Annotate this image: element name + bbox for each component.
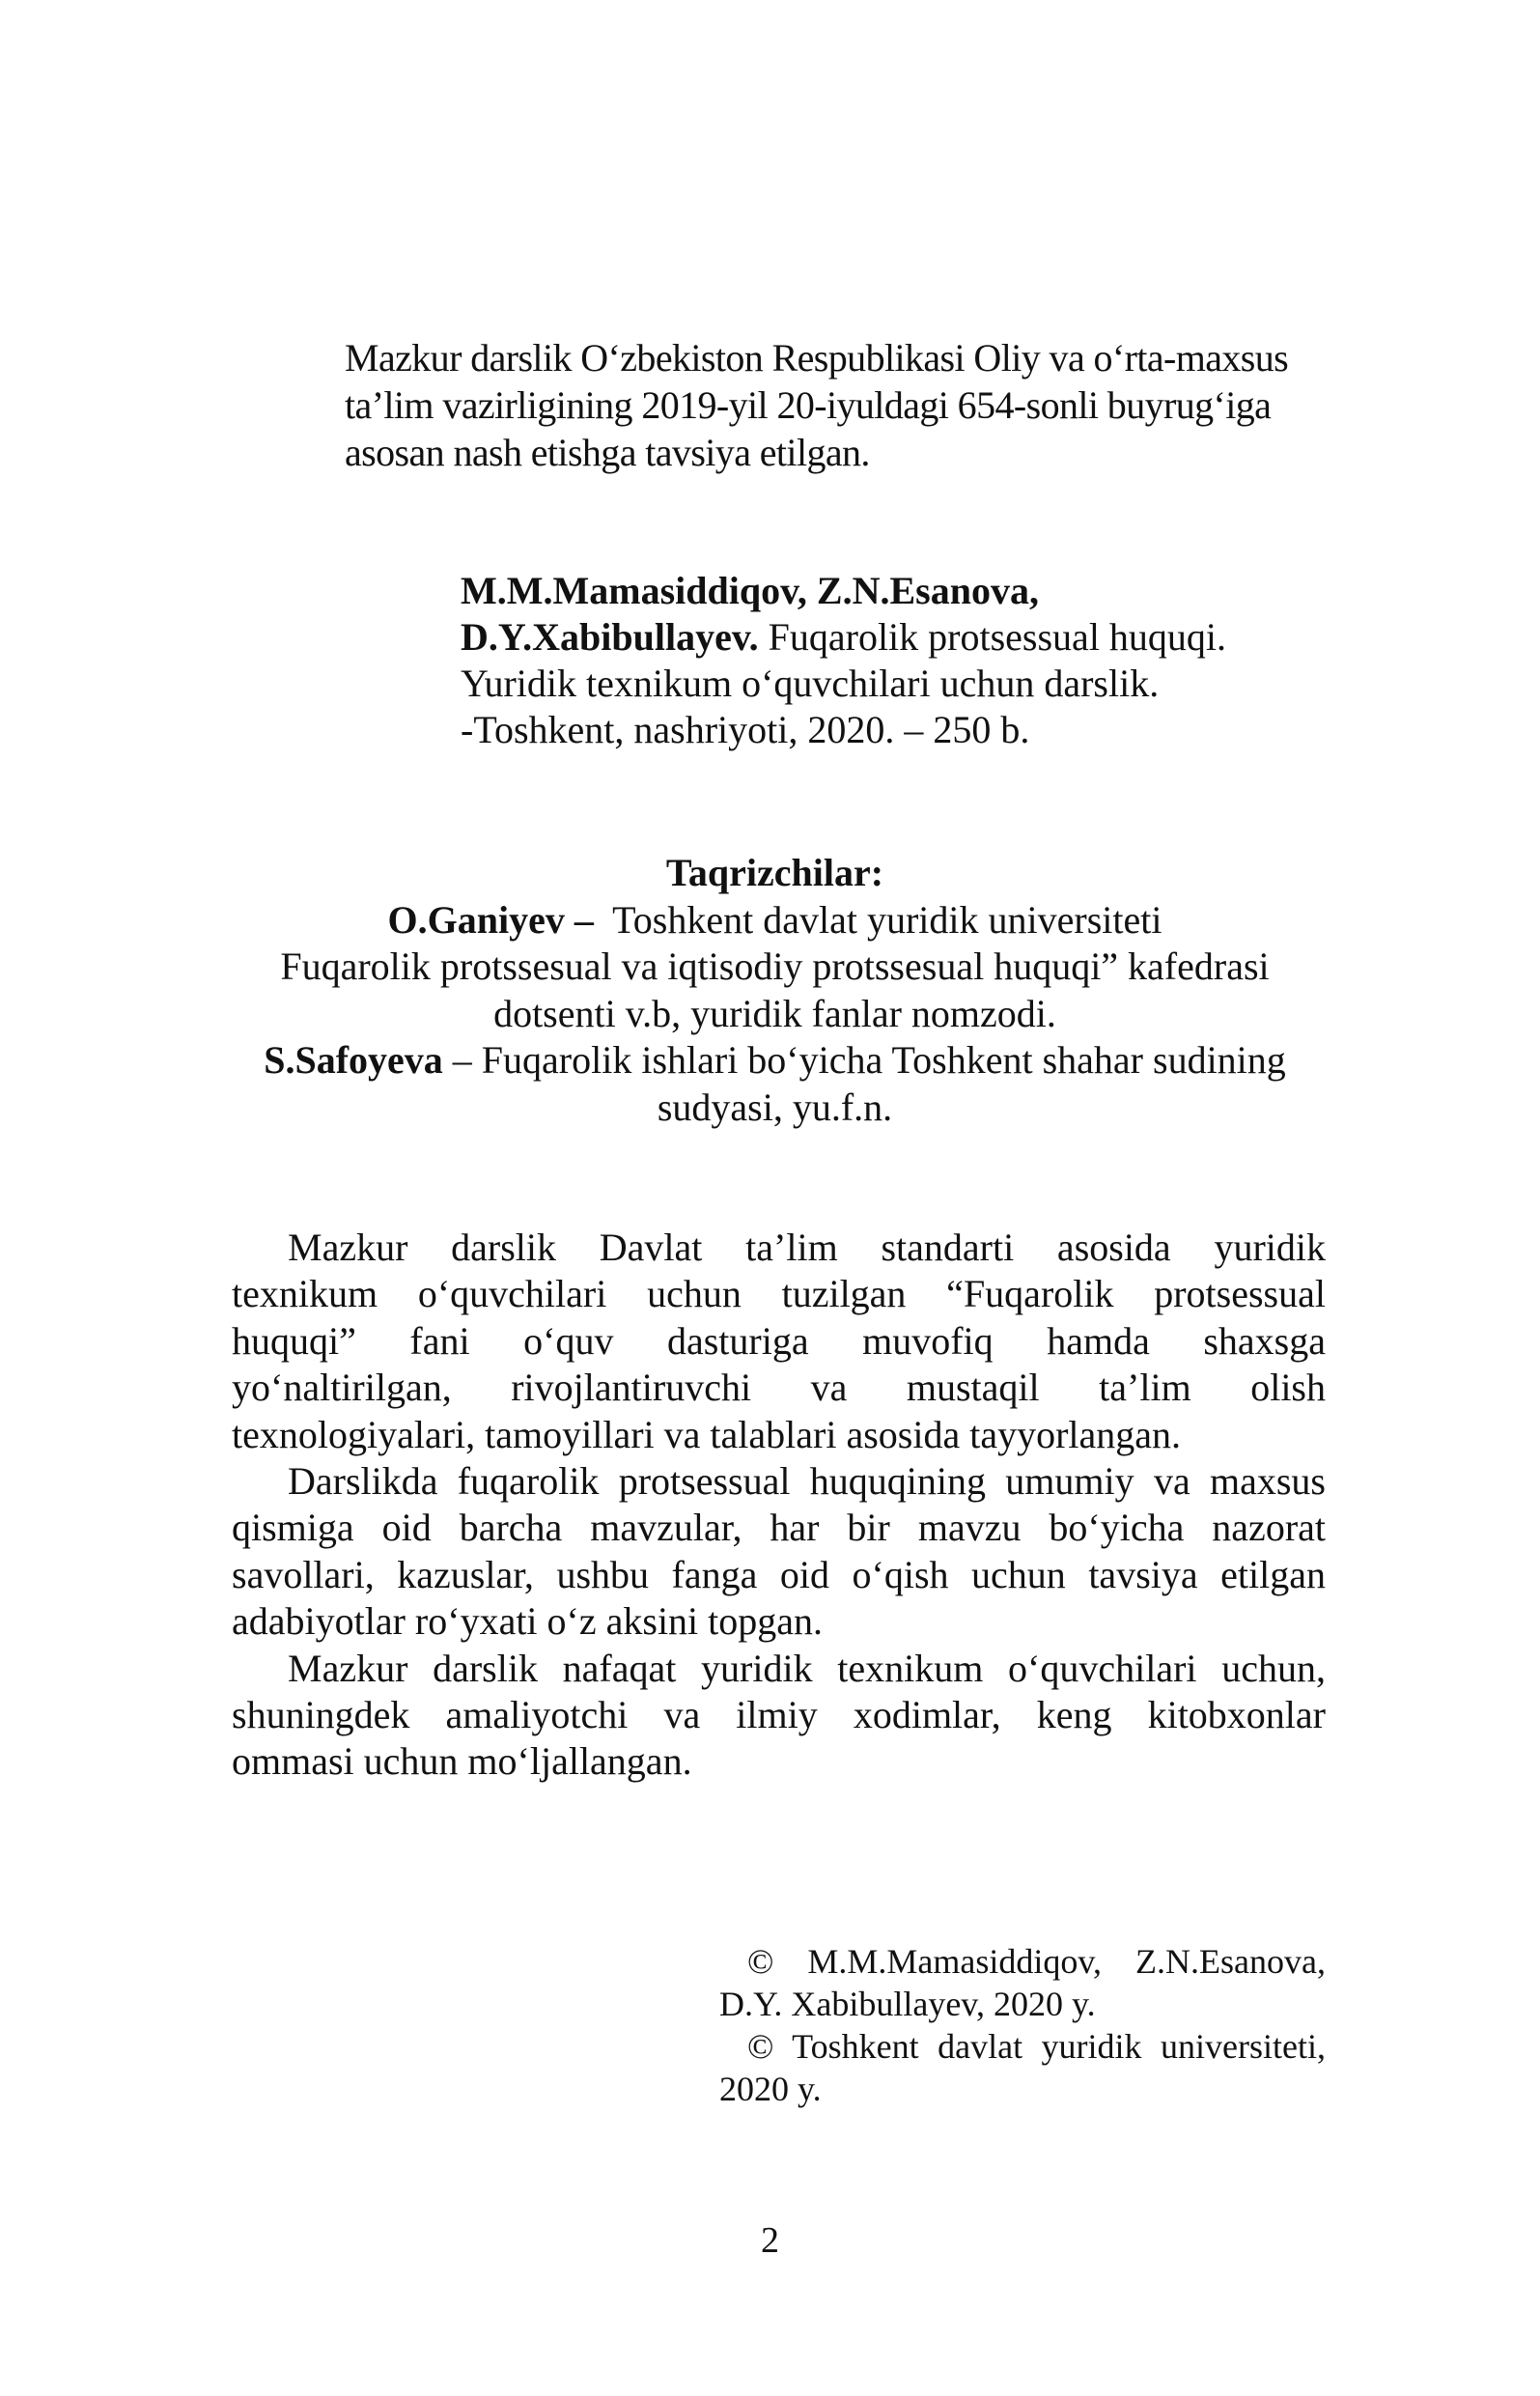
reviewer-2-degree: sudyasi, yu.f.n. xyxy=(657,1085,893,1129)
biblio-title: Fuqarolik protsessual huquqi. xyxy=(758,615,1227,659)
paragraph-line: Mazkur darslik nafaqat yuridik texnikum o‘quvchilari uchun, xyxy=(288,1646,1326,1690)
biblio-authors xyxy=(461,568,1330,614)
paragraph-line: texnologiyalari, tamoyillari va talablari asosida tayyorlangan. xyxy=(232,1412,1182,1456)
copyright-notice xyxy=(719,1940,1326,2110)
reviewer-2-affiliation: – Fuqarolik ishlari bo‘yicha Toshkent shahar sudining xyxy=(442,1038,1286,1082)
annotation-paragraph-3-cont xyxy=(232,1692,1326,1786)
reviewers-heading-text: Taqrizchilar: xyxy=(665,851,884,894)
biblio-publisher: -Toshkent, nashriyoti, 2020. – 250 b. xyxy=(461,708,1030,751)
annotation xyxy=(232,1225,1326,1786)
reviewer-1-department: Fuqarolik protssesual va iqtisodiy protssesual huquqi” kafedrasi xyxy=(280,944,1270,988)
approval-line: Mazkur darslik O‘zbekiston Respublikasi Oliy va o‘rta-maxsus xyxy=(345,336,1289,380)
reviewer-1-degree: dotsenti v.b, yuridik fanlar nomzodi. xyxy=(493,991,1056,1035)
paragraph-line: Darslikda fuqarolik protsessual huquqining umumiy va maxsus xyxy=(288,1459,1326,1504)
reviewer-1-affiliation: Toshkent davlat yuridik universiteti xyxy=(593,897,1162,942)
biblio-subtitle: Yuridik texnikum o‘quvchilari uchun darslik. xyxy=(461,662,1160,705)
copyright-line: D.Y. Xabibullayev, 2020 y. xyxy=(719,1985,1096,2023)
bibliographic-entry xyxy=(461,568,1330,753)
paragraph-line: adabiyotlar ro‘yxati o‘z aksini topgan. xyxy=(232,1599,824,1644)
reviewer-1-name: O.Ganiyev – xyxy=(387,897,594,942)
biblio-authors-title xyxy=(461,614,1330,661)
annotation-paragraph-3 xyxy=(232,1646,1326,1692)
approval-note xyxy=(345,334,1325,476)
annotation-paragraph-2-cont xyxy=(232,1505,1326,1645)
reviewer-2 xyxy=(193,1037,1357,1085)
reviewers-section xyxy=(193,850,1357,1131)
copyright-line: © Toshkent davlat yuridik universiteti, xyxy=(747,2027,1326,2066)
paragraph-line: savollari, kazuslar, ushbu fanga oid o‘qish uchun tavsiya etilgan xyxy=(232,1552,1326,1596)
reviewers-heading xyxy=(193,850,1357,897)
biblio-author-bold: D.Y.Xabibullayev. xyxy=(461,615,759,659)
paragraph-line: ommasi uchun mo‘ljallangan. xyxy=(232,1739,692,1784)
copyright-line: © M.M.Mamasiddiqov, Z.N.Esanova, xyxy=(747,1942,1326,1981)
paragraph-line: qismiga oid barcha mavzular, har bir mavzu bo‘yicha nazorat xyxy=(232,1506,1326,1550)
copyright-line: 2020 y. xyxy=(719,2070,822,2108)
page-number: 2 xyxy=(761,2220,779,2261)
paragraph-line: Mazkur darslik Davlat ta’lim standarti asosida yuridik xyxy=(288,1226,1326,1269)
biblio-authors-bold: M.M.Mamasiddiqov, Z.N.Esanova, xyxy=(461,569,1039,612)
paragraph-line: huquqi” fani o‘quv dasturiga muvofiq hamda shaxsga xyxy=(232,1318,1326,1363)
approval-line: ta’lim vazirligining 2019-yil 20-iyuldagi 654-sonli buyrug‘iga xyxy=(345,383,1272,427)
annotation-paragraph-1 xyxy=(232,1225,1326,1271)
reviewer-1 xyxy=(193,897,1357,944)
paragraph-line: texnikum o‘quvchilari uchun tuzilgan “Fuqarolik protsessual xyxy=(232,1272,1326,1316)
reviewer-2-name: S.Safoyeva xyxy=(264,1038,443,1082)
annotation-paragraph-2 xyxy=(232,1458,1326,1505)
approval-line: asosan nash etishga tavsiya etilgan. xyxy=(345,431,870,474)
paragraph-line: shuningdek amaliyotchi va ilmiy xodimlar, keng kitobxonlar xyxy=(232,1693,1326,1737)
annotation-paragraph-1-cont xyxy=(232,1271,1326,1458)
paragraph-line: yo‘naltirilgan, rivojlantiruvchi va mustaqil ta’lim olish xyxy=(232,1366,1326,1410)
